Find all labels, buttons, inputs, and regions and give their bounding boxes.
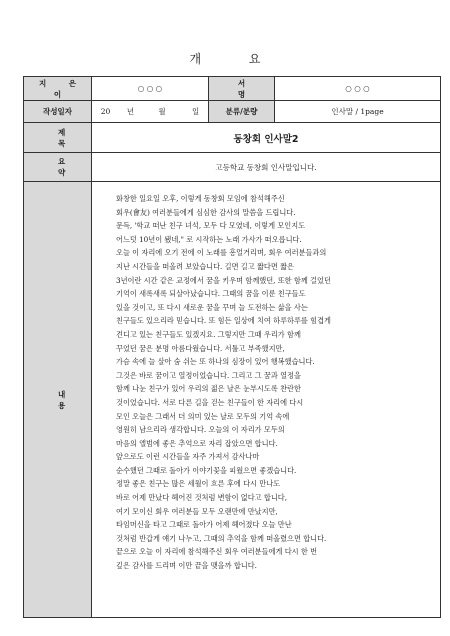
author-label: 지 은 이 <box>24 77 92 101</box>
signature-value: ○ ○ ○ <box>275 77 441 101</box>
content-line: 있을 것이고, 또 다시 새로운 꿈을 꾸며 늘 도전하는 삶을 사는 <box>116 302 308 312</box>
content-line: 바로 어제 만났다 헤어진 것처럼 변함이 없다고 합니다, <box>116 493 288 503</box>
summary-table <box>23 76 441 618</box>
date-year-unit: 년 <box>126 107 134 116</box>
date-day-unit: 일 <box>191 107 200 116</box>
content-lines <box>116 192 432 573</box>
content-line: 마음의 앨범에 좋은 추억으로 자리 잡았으면 합니다. <box>116 438 278 448</box>
subject-value: 동창회 인사말2 <box>92 123 441 153</box>
content-line: 것처럼 반갑게 얘기 나누고, 그때의 추억을 함께 떠올렸으면 합니다. <box>116 533 327 543</box>
content-line: 영원히 남으리라 생각합니다. 오늘의 이 자리가 모두의 <box>116 425 285 435</box>
summary-label: 요 약 <box>24 153 92 182</box>
content-line: 3년이란 시간 같은 교정에서 꿈을 키우며 함께했던, 또한 함께 걸었던 <box>116 275 331 285</box>
content-line: 여기 모이신 회우 여러분들 모두 오랜만에 만났지만, <box>116 506 278 516</box>
content-line: 가슴 속에 늘 살아 숨 쉬는 또 하나의 심장이 있어 행복했습니다. <box>116 357 315 367</box>
content-line: 지난 시간들을 떠올려 보았습니다. 길면 길고 짧다면 짧은 <box>116 261 294 271</box>
signature-label: 서 명 <box>209 77 275 101</box>
content-line: 문득, '학교 떠난 친구 녀석, 모두 다 모였네, 이렇게 모인지도 <box>116 221 306 231</box>
content-line: 회우(會友) 여러분들에게 심심한 감사의 말씀을 드립니다. <box>116 207 296 217</box>
subject-label: 제 목 <box>24 123 92 153</box>
content-line: 끝으로 오늘 이 자리에 참석해주신 회우 여러분들에게 다시 한 번 <box>116 547 318 557</box>
content-line: 친구들도 있으리라 믿습니다. 또 힘든 일상에 치여 하루하루를 힘겹게 <box>116 316 331 326</box>
content-line: 기억이 새록새록 되살아났습니다. 그때의 꿈을 이룬 친구들도 <box>116 289 306 299</box>
content-line: 화창한 일요일 오후, 이렇게 동창회 모임에 참석해주신 <box>116 194 285 203</box>
category-value: 인사말 / 1page <box>275 101 441 123</box>
content-line: 정말 좋은 친구는 많은 세월이 흐른 후에 다시 만나도 <box>116 479 281 489</box>
date-month-unit: 월 <box>158 107 166 116</box>
content-label: 내 용 <box>24 182 92 618</box>
content-line: 순수했던 그때로 돌아가 이야기꽃을 피웠으면 좋겠습니다. <box>116 465 297 475</box>
content-line: 함께 나눈 친구가 있어 우리의 젊은 날은 눈부시도록 찬란한 <box>116 384 301 394</box>
content-line: 타임머신을 타고 그때로 돌아가 어제 헤어졌다 오늘 만난 <box>116 520 292 530</box>
content-line: 어느덧 10년이 됐네," 로 시작하는 노래 가사가 떠오릅니다. <box>116 234 302 244</box>
date-label: 작성일자 <box>24 101 92 123</box>
content-line: 것이었습니다. 서로 다른 길을 걷는 친구들이 한 자리에 다시 <box>116 397 304 407</box>
summary-value: 고등학교 동창회 인사말입니다. <box>92 153 441 182</box>
content-line: 깊은 감사를 드리며 이만 끝을 맺을까 합니다. <box>116 561 257 571</box>
category-label: 분류/분량 <box>209 101 275 123</box>
content-body <box>92 182 441 618</box>
content-line: 오늘 이 자리에 오기 전에 이 노래를 흥얼거리며, 회우 여러분들과의 <box>116 248 327 258</box>
content-line: 견디고 있는 친구들도 있겠지요. 그렇지만 그때 우리가 함께 <box>116 329 301 339</box>
author-value: ○ ○ ○ <box>92 77 209 101</box>
date-value <box>92 101 209 123</box>
content-line: 꾸었던 꿈은 분명 아름다웠습니다. 서툴고 부족했지만, <box>116 343 285 353</box>
document-title: 개 요 <box>189 52 283 66</box>
date-year: 20 <box>100 107 111 116</box>
content-line: 앞으로도 이런 시간들을 자주 가져서 감사나마 <box>116 452 260 462</box>
content-line: 그것은 바로 꿈이고 열정이었습니다. 그리고 그 꿈과 열정을 <box>116 370 301 380</box>
content-line: 모인 오늘은 그래서 더 의미 있는 날로 모두의 기억 속에 <box>116 411 290 421</box>
